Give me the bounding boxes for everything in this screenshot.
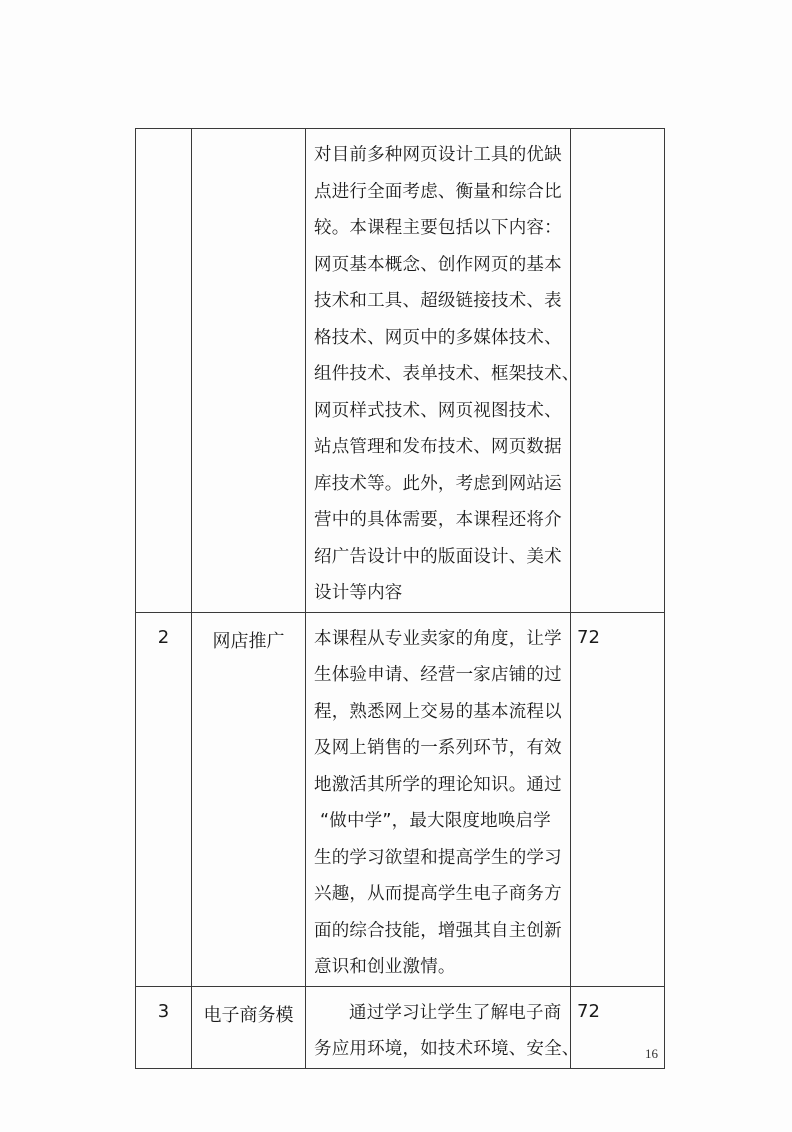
description-line: 地激活其所学的理论知识。通过 [314, 774, 562, 795]
description-line: 较。本课程主要包括以下内容： [314, 218, 562, 238]
course-description-cell [306, 986, 580, 1068]
course-name-cell [192, 129, 306, 613]
table-row [136, 129, 665, 613]
course-table [135, 128, 665, 1069]
description-line: 通过学习让学生了解电子商 [349, 1002, 562, 1023]
course-number-cell: 3 [136, 986, 192, 1068]
description-line: 务应用环境，如技术环境、安全、 [314, 1039, 580, 1059]
course-number-cell: 2 [136, 612, 192, 986]
course-hours-cell [571, 129, 665, 613]
description-line: 营中的具体需要，本课程还将介 [314, 510, 562, 530]
page-number: 16 [645, 1046, 658, 1061]
course-description-cell [306, 129, 580, 613]
description-line: 生体验申请、经营一家店铺的过 [314, 665, 562, 685]
description-line: 程，熟悉网上交易的基本流程以 [314, 701, 562, 722]
description-line: 本课程从专业卖家的角度，让学 [314, 628, 562, 649]
description-line: “做中学”，最大限度地唤启学 [320, 811, 551, 831]
description-line: 生的学习欲望和提高学生的学习 [314, 847, 562, 868]
description-line: 技术和工具、超级链接技术、表 [314, 291, 562, 311]
course-hours-cell: 72 [571, 612, 665, 986]
description-line: 意识和创业激情。 [314, 957, 456, 977]
course-hours-cell: 72 [571, 986, 665, 1068]
description-line: 格技术、网页中的多媒体技术、 [314, 327, 562, 348]
table-row [136, 612, 665, 986]
description-line: 点进行全面考虑、衡量和综合比 [314, 181, 562, 202]
table-row [136, 986, 665, 1068]
description-line: 网页样式技术、网页视图技术、 [314, 400, 562, 421]
description-line: 设计等内容 [314, 583, 403, 603]
description-line: 兴趣，从而提高学生电子商务方 [314, 884, 562, 904]
description-line: 及网上销售的一系列环节，有效 [314, 738, 562, 758]
course-description-cell [306, 612, 571, 986]
course-name-cell: 网店推广 [192, 612, 306, 986]
course-number-cell [136, 129, 192, 613]
description-line: 网页基本概念、创作网页的基本 [314, 254, 562, 275]
description-line: 站点管理和发布技术、网页数据 [314, 437, 562, 457]
course-name-cell: 电子商务模 [192, 986, 306, 1068]
description-line: 绍广告设计中的版面设计、美术 [314, 546, 562, 567]
description-line: 对目前多种网页设计工具的优缺 [314, 145, 562, 165]
description-line: 面的综合技能，增强其自主创新 [314, 920, 562, 941]
description-line: 组件技术、表单技术、框架技术、 [314, 364, 580, 384]
description-line: 库技术等。此外，考虑到网站运 [314, 473, 562, 494]
